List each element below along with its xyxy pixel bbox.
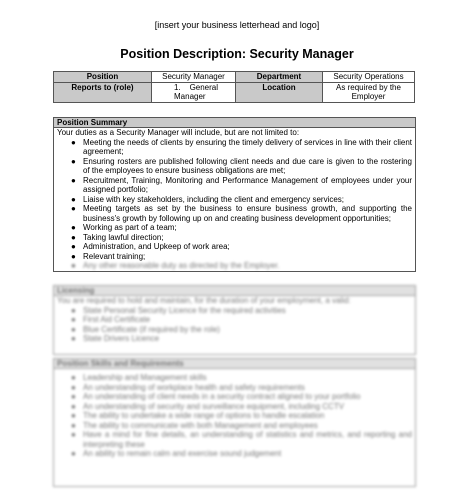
bullet-icon: ● xyxy=(71,137,76,147)
list-item xyxy=(54,223,415,233)
list-item xyxy=(54,204,415,223)
bullet-icon: ● xyxy=(71,430,76,439)
reports-to-label: Reports to (role) xyxy=(54,82,152,102)
list-item-text: State Drivers Licence xyxy=(83,334,160,343)
list-item xyxy=(54,252,415,262)
list-number: 1. xyxy=(174,82,181,92)
section-intro: You are required to hold and maintain, for the duration of your employment, a valid: xyxy=(57,296,351,305)
list-item xyxy=(54,334,415,344)
list-item-text: An ability to remain calm and exercise sound judgement xyxy=(83,449,282,458)
list-item-text: Meeting the needs of clients by ensuring the timely delivery of services in line with their client agreement; xyxy=(83,137,412,156)
bullet-icon: ● xyxy=(71,232,76,242)
bullet-icon: ● xyxy=(71,223,76,232)
list-item-text: Blue Certificate (if required by the role) xyxy=(83,324,220,334)
duties-list xyxy=(54,138,415,271)
list-item xyxy=(54,306,415,316)
list-item-text: First Aid Certificate xyxy=(83,315,151,324)
list-item xyxy=(54,176,415,195)
document-title: Position Description: Security Manager xyxy=(120,47,354,61)
department-value: Security Operations xyxy=(323,72,415,83)
bullet-icon: ● xyxy=(71,334,76,343)
list-item xyxy=(54,373,415,383)
bullet-icon: ● xyxy=(71,382,76,392)
list-item xyxy=(54,411,415,421)
bullet-icon: ● xyxy=(71,204,76,213)
list-item-text: An understanding of security and surveillance equipment, including CCTV xyxy=(83,401,345,411)
skills-section xyxy=(53,358,416,487)
list-item-text: Ensuring rosters are published following client needs and due care is given to the rostering of the employees to ensure business obligations are met; xyxy=(83,156,412,175)
bullet-icon: ● xyxy=(71,194,76,204)
list-item-text: The ability to undertake a wide range of options to handle escalation xyxy=(83,411,325,420)
reports-to-text: General Manager xyxy=(174,82,219,101)
list-item-text: Relevant training; xyxy=(83,251,146,261)
reports-to-value xyxy=(152,82,236,102)
list-item xyxy=(54,138,415,157)
list-item xyxy=(54,261,415,271)
licensing-list xyxy=(54,306,415,344)
list-item xyxy=(54,392,415,402)
list-item-text: Working as part of a team; xyxy=(83,223,177,232)
list-item-text: Any other reasonable duty as directed by the Employer. xyxy=(83,261,280,270)
list-item xyxy=(54,325,415,335)
list-item-text: An understanding of client needs in a security contract aligned to your portfolio xyxy=(83,392,361,401)
list-item-text: Have a mind for fine details, an understanding of statistics and metrics, and reporting and interpreting these xyxy=(83,430,412,449)
list-item-text: Taking lawful direction; xyxy=(83,232,164,242)
bullet-icon: ● xyxy=(71,401,76,411)
skills-list xyxy=(54,373,415,459)
location-value: As required by the Employer xyxy=(323,82,415,102)
bullet-icon: ● xyxy=(71,305,76,315)
licensing-section xyxy=(53,285,416,355)
list-item-text: Liaise with key stakeholders, including the client and emergency services; xyxy=(83,194,345,204)
section-intro: Your duties as a Security Manager will include, but are not limited to: xyxy=(57,128,300,137)
bullet-icon: ● xyxy=(71,315,76,324)
list-item xyxy=(54,315,415,325)
position-label: Position xyxy=(54,72,152,83)
bullet-icon: ● xyxy=(71,449,76,458)
list-item-text: Administration, and Upkeep of work area; xyxy=(83,242,230,251)
table-row xyxy=(54,72,415,83)
location-label: Location xyxy=(236,82,323,102)
table-row xyxy=(54,82,415,102)
bullet-icon: ● xyxy=(71,261,76,270)
bullet-icon: ● xyxy=(71,411,76,420)
list-item xyxy=(54,195,415,205)
list-item xyxy=(54,242,415,252)
list-item xyxy=(54,449,415,459)
list-item-text: Meeting targets as set by the business to ensure business growth, and supporting the business's growth by following up on and creating business development opportunities; xyxy=(83,204,412,223)
bullet-icon: ● xyxy=(71,251,76,261)
bullet-icon: ● xyxy=(71,373,76,382)
list-item xyxy=(54,402,415,412)
section-heading: Position Summary xyxy=(54,118,415,128)
bullet-icon: ● xyxy=(71,175,76,185)
position-info-table xyxy=(53,71,415,103)
list-item xyxy=(54,383,415,393)
bullet-icon: ● xyxy=(71,392,76,401)
bullet-icon: ● xyxy=(71,324,76,334)
bullet-icon: ● xyxy=(71,156,76,166)
list-item xyxy=(54,233,415,243)
bullet-icon: ● xyxy=(71,242,76,251)
list-item-text: An understanding of workplace health and safety requirements xyxy=(83,382,305,392)
list-item-text: Leadership and Management skills xyxy=(83,373,207,382)
list-item xyxy=(54,421,415,431)
department-label: Department xyxy=(236,72,323,83)
list-item-text: Recruitment, Training, Monitoring and Performance Management of employees under your assigned portfolio; xyxy=(83,175,412,194)
list-item-text: State Personal Security Licence for the required activities xyxy=(83,305,286,315)
position-value: Security Manager xyxy=(152,72,236,83)
list-item xyxy=(54,430,415,449)
list-item-text: The ability to communicate with both Management and employees xyxy=(83,420,318,430)
bullet-icon: ● xyxy=(71,420,76,430)
letterhead-placeholder: [insert your business letterhead and logo] xyxy=(154,20,320,30)
section-heading: Licensing xyxy=(54,286,415,296)
section-heading: Position Skills and Requirements xyxy=(54,359,415,369)
list-item xyxy=(54,157,415,176)
position-summary-section xyxy=(53,117,416,272)
